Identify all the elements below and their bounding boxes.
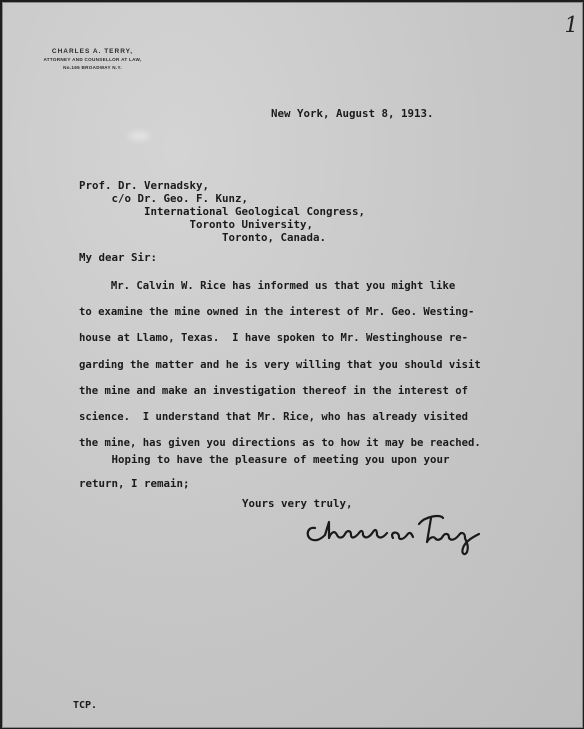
- paper-smudge: [128, 131, 150, 141]
- closing-paragraph: Hoping to have the pleasure of meeting you upon your return, I remain;: [79, 453, 450, 490]
- letterhead-address: No.165 BROADWAY N.Y.: [63, 65, 122, 70]
- letter-body: Mr. Calvin W. Rice has informed us that you might like to examine the mine owned in the interest of Mr. Geo. Westing- house at Llamo, Texas. I have spoken to Mr. Westinghouse re- garding the matter and he is very willing that you should visit the mine and make an investigation thereof in the interest of science. I understand that Mr. Rice, who has already visited the mine, has given you directions as to how it may be reached.: [79, 280, 481, 450]
- letterhead-title: ATTORNEY AND COUNSELLOR AT LAW,: [43, 57, 142, 62]
- recipient-address: Prof. Dr. Vernadsky, c/o Dr. Geo. F. Kunz, International Geological Congress, Toronto University, Toronto, Canada.: [79, 179, 366, 244]
- typist-initials: TCP.: [73, 700, 98, 711]
- letter-page: [2, 2, 583, 728]
- letterhead: [25, 47, 160, 72]
- handwritten-signature: [303, 508, 503, 558]
- page-number: 1: [561, 13, 581, 38]
- letter-date: New York, August 8, 1913.: [271, 107, 434, 120]
- salutation: My dear Sir:: [79, 251, 158, 264]
- complimentary-close: Yours very truly,: [242, 497, 353, 510]
- letterhead-name: CHARLES A. TERRY,: [51, 48, 134, 55]
